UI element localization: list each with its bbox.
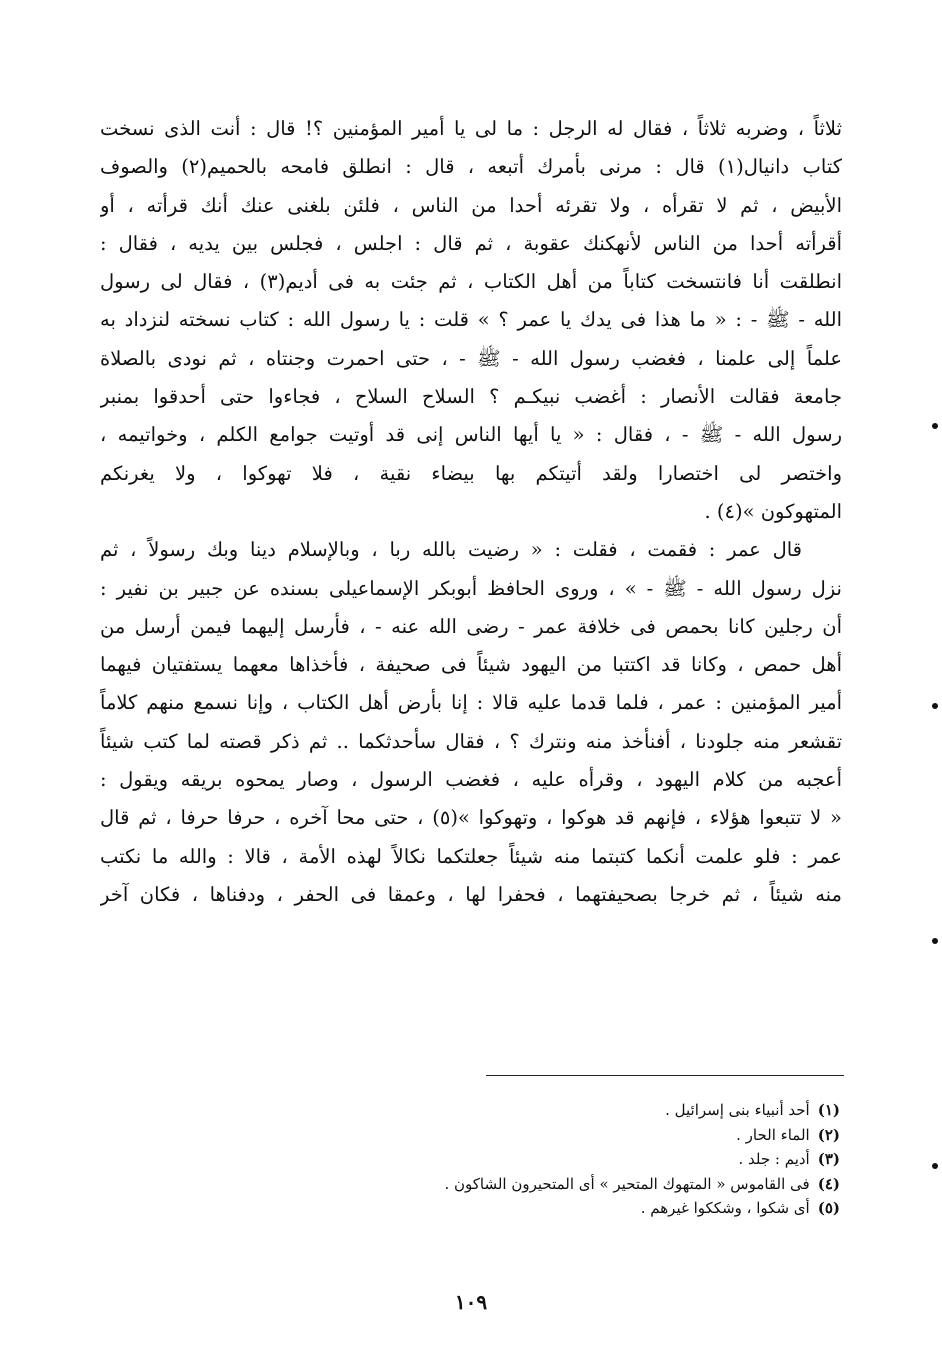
footnote-number: (٢) [817, 1125, 840, 1144]
footnote-text: الماء الحار . [736, 1125, 810, 1144]
scan-mark [932, 1163, 938, 1169]
page-number: ١٠٩ [454, 1290, 488, 1314]
footnotes [300, 1098, 840, 1221]
text-line: المتهوكون »(٤) . [704, 499, 842, 523]
text-line: تقشعر منه جلودنا ، أفنأخذ منه ونترك ؟ ، فقال سأحدثكما .. ثم ذكر قصته لما كتب شيئاً [100, 729, 842, 753]
text-line: كتاب دانيال(١) قال : مرنى بأمرك أتبعه ، قال : انطلق فامحه بالحميم(٢) والصوف [100, 155, 842, 179]
footnote-text: أديم : جلد . [738, 1150, 810, 1169]
footnote-number: (١) [817, 1101, 840, 1119]
text-line: « لا تتبعوا هؤلاء ، فإنهم قد هوكوا ، وتهوكوا »(٥) ، حتى محا آخره ، حرفا حرفا ، ثم قال [100, 806, 842, 830]
paragraph-1 [100, 110, 842, 531]
text-line: قال عمر : فقمت ، فقلت : « رضيت بالله ربا ، وبالإسلام دينا وبك رسولاً ، ثم [100, 538, 802, 562]
footnote-text: أى شكوا ، وشككوا غيرهم . [640, 1199, 810, 1218]
footnote-2 [300, 1123, 840, 1148]
footnote-divider [486, 1075, 844, 1076]
footnote-number: (٤) [817, 1174, 840, 1193]
footnote-number: (٣) [817, 1150, 840, 1169]
scan-mark [932, 423, 938, 429]
text-line: أمير المؤمنين : عمر ، فلما قدما عليه قالا : إنا بأرض أهل الكتاب ، وإنا نسمع منهم كلاماً [100, 691, 842, 715]
text-line: علماً إلى علمنا ، فغضب رسول الله - ﷺ - ، حتى احمرت وجنتاه ، ثم نودى بالصلاة [100, 346, 842, 370]
footnote-number: (٥) [817, 1199, 840, 1218]
text-line: الله - ﷺ - : « ما هذا فى يدك يا عمر ؟ » قلت : يا رسول الله : كتاب نسخته لنزداد به [100, 308, 842, 332]
text-line: ثلاثاً ، وضربه ثلاثاً ، فقال له الرجل : ما لى يا أمير المؤمنين ؟! قال : أنت الذى نسخت [100, 117, 842, 140]
footnote-text: أحد أنبياء بنى إسرائيل . [665, 1101, 810, 1119]
text-line: جامعة فقالت الأنصار : أغضب نبيكـم ؟ السلاح السلاح ، فجاءوا حتى أحدقوا بمنبر [100, 385, 842, 409]
footnote-5 [300, 1196, 840, 1221]
text-line: نزل رسول الله - ﷺ - » ، وروى الحافظ أبوبكر الإسماعيلى بسنده عن جبير بن نفير : [100, 576, 842, 600]
text-line: انطلقت أنا فانتسخت كتاباً من أهل الكتاب ، ثم جئت به فى أديم(٣) ، فقال لى رسول [100, 270, 842, 294]
text-line: الأبيض ، ثم لا تقرأه ، ولا تقرئه أحدا من الناس ، فلئن بلغنى عنك أنك قرأته ، أو [100, 193, 842, 217]
text-line: أن رجلين كانا بحمص فى خلافة عمر - رضى الله عنه - ، فأرسل إليهما فيمن أرسل من [100, 614, 842, 638]
text-line: رسول الله - ﷺ - ، فقال : « يا أيها الناس إنى قد أوتيت جوامع الكلم ، وخواتيمه ، [100, 423, 842, 447]
text-line: أقرأته أحدا من الناس لأنهكنك عقوبة ، ثم قال : اجلس ، فجلس بين يديه ، فقال : [100, 231, 842, 255]
text-line: أعجبه من كلام اليهود ، وقرأه عليه ، فغضب الرسول ، وصار يمحوه بريقه ويقول : [100, 768, 842, 792]
footnote-text: فى القاموس « المتهوك المتحير » أى المتحيرون الشاكون . [444, 1174, 810, 1193]
main-text [100, 110, 842, 914]
text-line: واختصر لى اختصارا ولقد أتيتكم بها بيضاء نقية ، فلا تهوكوا ، ولا يغرنكم [100, 461, 842, 485]
scan-mark [932, 938, 938, 944]
scan-mark [932, 703, 938, 709]
text-line: منه شيئاً ، ثم خرجا بصحيفتهما ، فحفرا لها ، وعمقا فى الحفر ، ودفناها ، فكان آخر [100, 882, 842, 906]
text-line: أهل حمص ، وكانا قد اكتتبا من اليهود شيئاً فى صحيفة ، فأخذاها معهما يستفتيان فيهما [100, 653, 842, 677]
footnote-4 [300, 1172, 840, 1197]
footnote-1 [300, 1098, 840, 1123]
paragraph-2 [100, 531, 842, 914]
footnote-3 [300, 1147, 840, 1172]
text-line: عمر : فلو علمت أنكما كتبتما منه شيئاً جعلتكما نكالاً لهذه الأمة ، قالا : والله ما نكتب [100, 844, 842, 868]
